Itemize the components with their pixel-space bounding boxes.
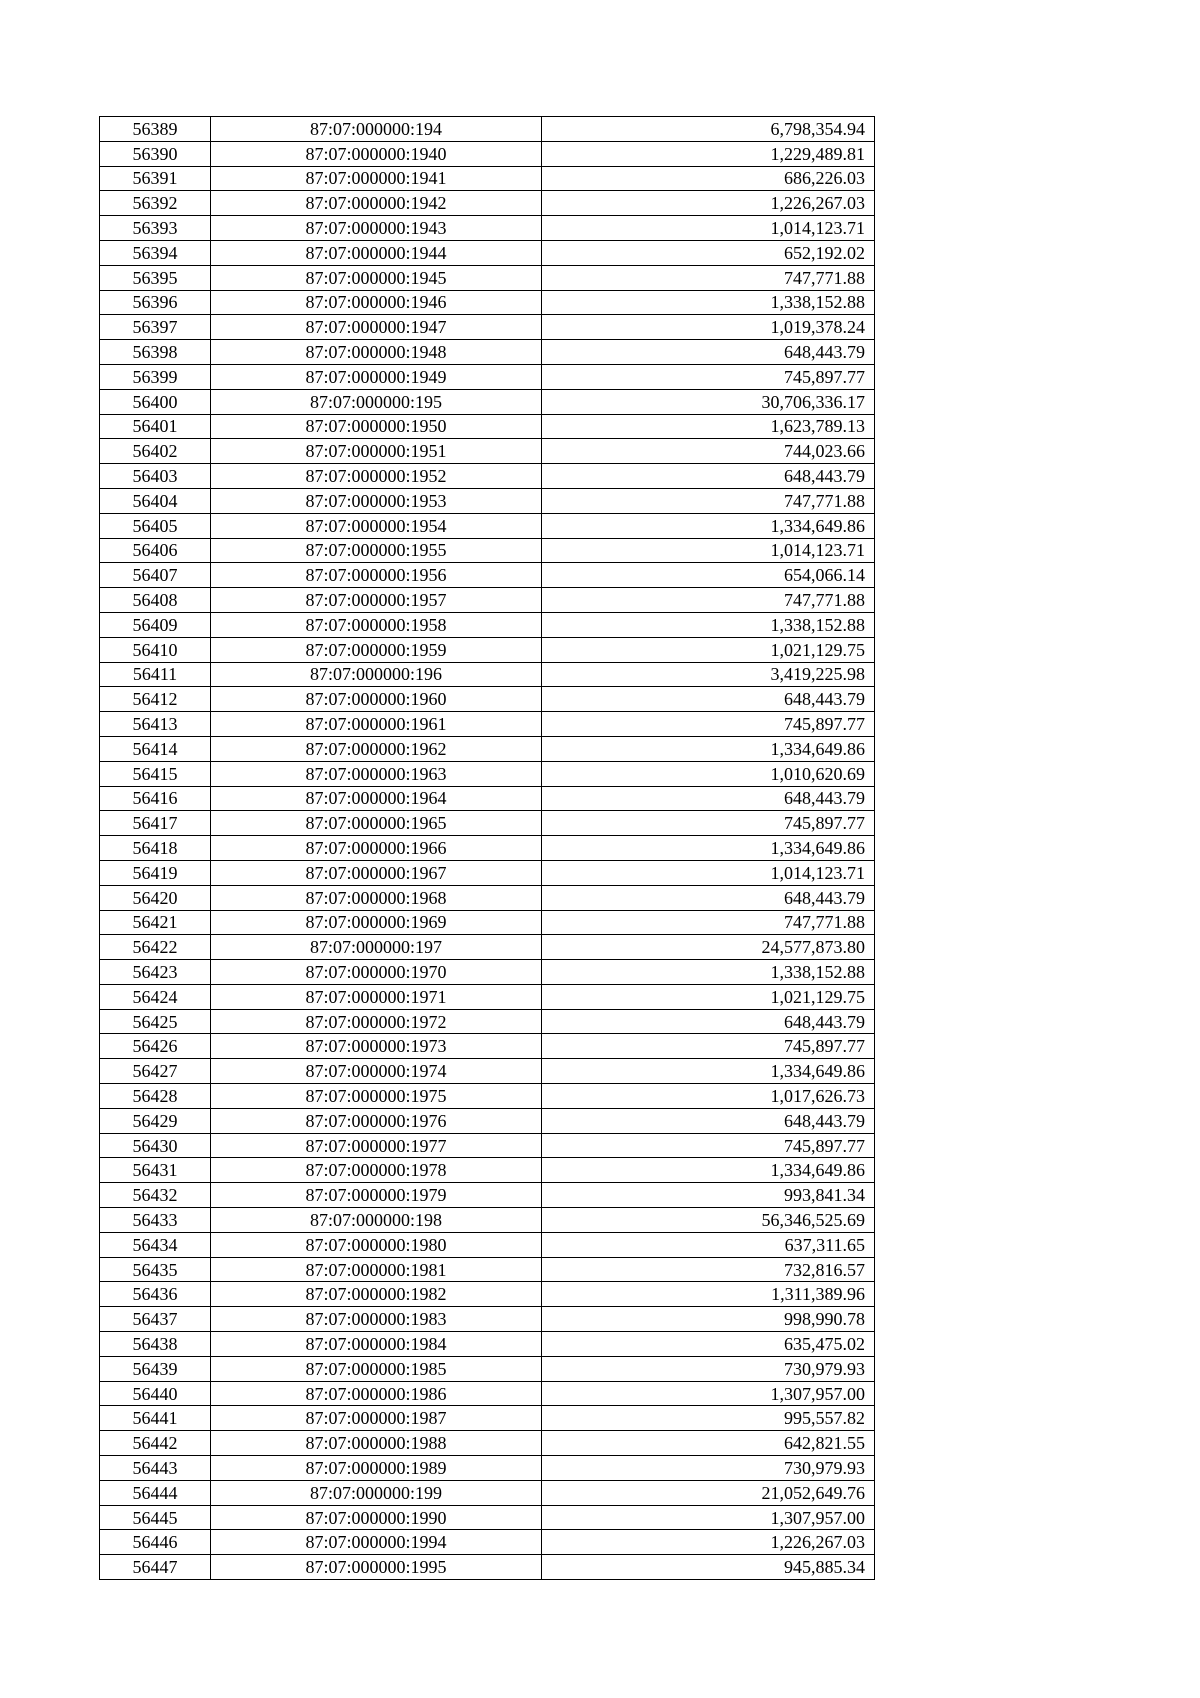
cadastral-number-cell: 87:07:000000:1960 bbox=[211, 687, 542, 712]
table-row bbox=[100, 860, 875, 885]
amount-cell: 730,979.93 bbox=[542, 1456, 875, 1481]
amount-cell: 730,979.93 bbox=[542, 1356, 875, 1381]
row-number-cell: 56434 bbox=[100, 1232, 211, 1257]
table-row bbox=[100, 960, 875, 985]
amount-cell: 1,338,152.88 bbox=[542, 960, 875, 985]
row-number-cell: 56418 bbox=[100, 836, 211, 861]
row-number-cell: 56397 bbox=[100, 315, 211, 340]
row-number-cell: 56446 bbox=[100, 1530, 211, 1555]
table-row bbox=[100, 662, 875, 687]
amount-cell: 1,014,123.71 bbox=[542, 538, 875, 563]
cadastral-number-cell: 87:07:000000:1948 bbox=[211, 340, 542, 365]
cadastral-number-cell: 87:07:000000:1983 bbox=[211, 1307, 542, 1332]
row-number-cell: 56445 bbox=[100, 1505, 211, 1530]
amount-cell: 747,771.88 bbox=[542, 910, 875, 935]
row-number-cell: 56426 bbox=[100, 1034, 211, 1059]
row-number-cell: 56439 bbox=[100, 1356, 211, 1381]
amount-cell: 998,990.78 bbox=[542, 1307, 875, 1332]
cadastral-number-cell: 87:07:000000:1989 bbox=[211, 1456, 542, 1481]
table-row bbox=[100, 538, 875, 563]
amount-cell: 745,897.77 bbox=[542, 811, 875, 836]
row-number-cell: 56421 bbox=[100, 910, 211, 935]
row-number-cell: 56425 bbox=[100, 1009, 211, 1034]
amount-cell: 995,557.82 bbox=[542, 1406, 875, 1431]
table-row bbox=[100, 1555, 875, 1580]
row-number-cell: 56394 bbox=[100, 240, 211, 265]
cadastral-number-cell: 87:07:000000:1980 bbox=[211, 1232, 542, 1257]
amount-cell: 1,334,649.86 bbox=[542, 836, 875, 861]
table-row bbox=[100, 290, 875, 315]
table-row bbox=[100, 1257, 875, 1282]
row-number-cell: 56430 bbox=[100, 1133, 211, 1158]
amount-cell: 744,023.66 bbox=[542, 439, 875, 464]
amount-cell: 1,014,123.71 bbox=[542, 860, 875, 885]
amount-cell: 745,897.77 bbox=[542, 364, 875, 389]
table-row bbox=[100, 1232, 875, 1257]
table-row bbox=[100, 166, 875, 191]
table-row bbox=[100, 836, 875, 861]
amount-cell: 745,897.77 bbox=[542, 1034, 875, 1059]
table-row bbox=[100, 885, 875, 910]
row-number-cell: 56392 bbox=[100, 191, 211, 216]
cadastral-number-cell: 87:07:000000:1970 bbox=[211, 960, 542, 985]
table-row bbox=[100, 1034, 875, 1059]
cadastral-number-cell: 87:07:000000:1961 bbox=[211, 712, 542, 737]
row-number-cell: 56402 bbox=[100, 439, 211, 464]
cadastral-number-cell: 87:07:000000:199 bbox=[211, 1480, 542, 1505]
cadastral-number-cell: 87:07:000000:1988 bbox=[211, 1431, 542, 1456]
amount-cell: 1,338,152.88 bbox=[542, 612, 875, 637]
table-row bbox=[100, 637, 875, 662]
cadastral-number-cell: 87:07:000000:1975 bbox=[211, 1084, 542, 1109]
amount-cell: 1,021,129.75 bbox=[542, 637, 875, 662]
cadastral-number-cell: 87:07:000000:1990 bbox=[211, 1505, 542, 1530]
cadastral-number-cell: 87:07:000000:1945 bbox=[211, 265, 542, 290]
amount-cell: 648,443.79 bbox=[542, 786, 875, 811]
table-row bbox=[100, 563, 875, 588]
table-row bbox=[100, 761, 875, 786]
table-row bbox=[100, 1332, 875, 1357]
table-row bbox=[100, 1480, 875, 1505]
amount-cell: 30,706,336.17 bbox=[542, 389, 875, 414]
table-row bbox=[100, 935, 875, 960]
row-number-cell: 56391 bbox=[100, 166, 211, 191]
amount-cell: 1,010,620.69 bbox=[542, 761, 875, 786]
amount-cell: 747,771.88 bbox=[542, 265, 875, 290]
table-row bbox=[100, 414, 875, 439]
cadastral-number-cell: 87:07:000000:1964 bbox=[211, 786, 542, 811]
amount-cell: 993,841.34 bbox=[542, 1183, 875, 1208]
cadastral-number-cell: 87:07:000000:1941 bbox=[211, 166, 542, 191]
table-row bbox=[100, 1307, 875, 1332]
amount-cell: 1,334,649.86 bbox=[542, 513, 875, 538]
cadastral-number-cell: 87:07:000000:1977 bbox=[211, 1133, 542, 1158]
row-number-cell: 56409 bbox=[100, 612, 211, 637]
cadastral-number-cell: 87:07:000000:1979 bbox=[211, 1183, 542, 1208]
amount-cell: 1,334,649.86 bbox=[542, 1059, 875, 1084]
row-number-cell: 56433 bbox=[100, 1208, 211, 1233]
row-number-cell: 56412 bbox=[100, 687, 211, 712]
amount-cell: 1,229,489.81 bbox=[542, 141, 875, 166]
row-number-cell: 56419 bbox=[100, 860, 211, 885]
table-row bbox=[100, 240, 875, 265]
row-number-cell: 56432 bbox=[100, 1183, 211, 1208]
amount-cell: 1,019,378.24 bbox=[542, 315, 875, 340]
table-row bbox=[100, 1208, 875, 1233]
table-row bbox=[100, 1183, 875, 1208]
cadastral-number-cell: 87:07:000000:1957 bbox=[211, 588, 542, 613]
row-number-cell: 56400 bbox=[100, 389, 211, 414]
table-row bbox=[100, 687, 875, 712]
row-number-cell: 56415 bbox=[100, 761, 211, 786]
cadastral-number-cell: 87:07:000000:1967 bbox=[211, 860, 542, 885]
row-number-cell: 56424 bbox=[100, 984, 211, 1009]
table-row bbox=[100, 1406, 875, 1431]
amount-cell: 945,885.34 bbox=[542, 1555, 875, 1580]
row-number-cell: 56404 bbox=[100, 488, 211, 513]
table-row bbox=[100, 1084, 875, 1109]
amount-cell: 3,419,225.98 bbox=[542, 662, 875, 687]
row-number-cell: 56389 bbox=[100, 117, 211, 142]
amount-cell: 648,443.79 bbox=[542, 687, 875, 712]
row-number-cell: 56406 bbox=[100, 538, 211, 563]
table-row bbox=[100, 736, 875, 761]
table-row bbox=[100, 712, 875, 737]
amount-cell: 648,443.79 bbox=[542, 464, 875, 489]
cadastral-number-cell: 87:07:000000:1943 bbox=[211, 216, 542, 241]
row-number-cell: 56413 bbox=[100, 712, 211, 737]
table-row bbox=[100, 910, 875, 935]
cadastral-number-cell: 87:07:000000:197 bbox=[211, 935, 542, 960]
cadastral-number-cell: 87:07:000000:1946 bbox=[211, 290, 542, 315]
table-row bbox=[100, 1530, 875, 1555]
row-number-cell: 56420 bbox=[100, 885, 211, 910]
row-number-cell: 56441 bbox=[100, 1406, 211, 1431]
data-table bbox=[99, 116, 875, 1580]
cadastral-number-cell: 87:07:000000:1985 bbox=[211, 1356, 542, 1381]
amount-cell: 1,623,789.13 bbox=[542, 414, 875, 439]
row-number-cell: 56408 bbox=[100, 588, 211, 613]
row-number-cell: 56393 bbox=[100, 216, 211, 241]
row-number-cell: 56444 bbox=[100, 1480, 211, 1505]
cadastral-number-cell: 87:07:000000:1958 bbox=[211, 612, 542, 637]
amount-cell: 747,771.88 bbox=[542, 588, 875, 613]
cadastral-number-cell: 87:07:000000:195 bbox=[211, 389, 542, 414]
amount-cell: 732,816.57 bbox=[542, 1257, 875, 1282]
table-row bbox=[100, 141, 875, 166]
row-number-cell: 56396 bbox=[100, 290, 211, 315]
amount-cell: 1,017,626.73 bbox=[542, 1084, 875, 1109]
row-number-cell: 56401 bbox=[100, 414, 211, 439]
cadastral-number-cell: 87:07:000000:1986 bbox=[211, 1381, 542, 1406]
amount-cell: 642,821.55 bbox=[542, 1431, 875, 1456]
row-number-cell: 56410 bbox=[100, 637, 211, 662]
row-number-cell: 56405 bbox=[100, 513, 211, 538]
table-row bbox=[100, 265, 875, 290]
row-number-cell: 56438 bbox=[100, 1332, 211, 1357]
cadastral-number-cell: 87:07:000000:1971 bbox=[211, 984, 542, 1009]
table-row bbox=[100, 315, 875, 340]
cadastral-number-cell: 87:07:000000:1953 bbox=[211, 488, 542, 513]
table-row bbox=[100, 1456, 875, 1481]
cadastral-number-cell: 87:07:000000:1956 bbox=[211, 563, 542, 588]
row-number-cell: 56407 bbox=[100, 563, 211, 588]
amount-cell: 1,307,957.00 bbox=[542, 1505, 875, 1530]
table-row bbox=[100, 811, 875, 836]
cadastral-number-cell: 87:07:000000:1969 bbox=[211, 910, 542, 935]
row-number-cell: 56417 bbox=[100, 811, 211, 836]
amount-cell: 1,334,649.86 bbox=[542, 736, 875, 761]
row-number-cell: 56398 bbox=[100, 340, 211, 365]
amount-cell: 24,577,873.80 bbox=[542, 935, 875, 960]
cadastral-number-cell: 87:07:000000:1947 bbox=[211, 315, 542, 340]
amount-cell: 1,338,152.88 bbox=[542, 290, 875, 315]
table-row bbox=[100, 488, 875, 513]
cadastral-number-cell: 87:07:000000:198 bbox=[211, 1208, 542, 1233]
table-row bbox=[100, 1431, 875, 1456]
row-number-cell: 56411 bbox=[100, 662, 211, 687]
table-row bbox=[100, 612, 875, 637]
cadastral-number-cell: 87:07:000000:196 bbox=[211, 662, 542, 687]
table-row bbox=[100, 464, 875, 489]
cadastral-number-cell: 87:07:000000:1954 bbox=[211, 513, 542, 538]
table-row bbox=[100, 1133, 875, 1158]
cadastral-number-cell: 87:07:000000:1942 bbox=[211, 191, 542, 216]
table-row bbox=[100, 786, 875, 811]
cadastral-number-cell: 87:07:000000:194 bbox=[211, 117, 542, 142]
table-row bbox=[100, 216, 875, 241]
cadastral-number-cell: 87:07:000000:1950 bbox=[211, 414, 542, 439]
cadastral-number-cell: 87:07:000000:1951 bbox=[211, 439, 542, 464]
amount-cell: 1,014,123.71 bbox=[542, 216, 875, 241]
amount-cell: 6,798,354.94 bbox=[542, 117, 875, 142]
cadastral-number-cell: 87:07:000000:1966 bbox=[211, 836, 542, 861]
table-row bbox=[100, 1505, 875, 1530]
amount-cell: 654,066.14 bbox=[542, 563, 875, 588]
row-number-cell: 56423 bbox=[100, 960, 211, 985]
cadastral-number-cell: 87:07:000000:1973 bbox=[211, 1034, 542, 1059]
amount-cell: 56,346,525.69 bbox=[542, 1208, 875, 1233]
table-row bbox=[100, 117, 875, 142]
row-number-cell: 56437 bbox=[100, 1307, 211, 1332]
cadastral-number-cell: 87:07:000000:1974 bbox=[211, 1059, 542, 1084]
amount-cell: 1,334,649.86 bbox=[542, 1158, 875, 1183]
table-row bbox=[100, 1059, 875, 1084]
amount-cell: 745,897.77 bbox=[542, 1133, 875, 1158]
amount-cell: 648,443.79 bbox=[542, 885, 875, 910]
row-number-cell: 56427 bbox=[100, 1059, 211, 1084]
cadastral-number-cell: 87:07:000000:1940 bbox=[211, 141, 542, 166]
table-row bbox=[100, 389, 875, 414]
table-row bbox=[100, 1381, 875, 1406]
row-number-cell: 56431 bbox=[100, 1158, 211, 1183]
row-number-cell: 56440 bbox=[100, 1381, 211, 1406]
cadastral-number-cell: 87:07:000000:1968 bbox=[211, 885, 542, 910]
row-number-cell: 56416 bbox=[100, 786, 211, 811]
table-row bbox=[100, 588, 875, 613]
row-number-cell: 56428 bbox=[100, 1084, 211, 1109]
table-row bbox=[100, 340, 875, 365]
table-row bbox=[100, 1108, 875, 1133]
cadastral-number-cell: 87:07:000000:1982 bbox=[211, 1282, 542, 1307]
amount-cell: 648,443.79 bbox=[542, 1009, 875, 1034]
amount-cell: 652,192.02 bbox=[542, 240, 875, 265]
table-row bbox=[100, 1009, 875, 1034]
row-number-cell: 56390 bbox=[100, 141, 211, 166]
cadastral-number-cell: 87:07:000000:1984 bbox=[211, 1332, 542, 1357]
amount-cell: 745,897.77 bbox=[542, 712, 875, 737]
cadastral-number-cell: 87:07:000000:1963 bbox=[211, 761, 542, 786]
row-number-cell: 56399 bbox=[100, 364, 211, 389]
cadastral-number-cell: 87:07:000000:1955 bbox=[211, 538, 542, 563]
row-number-cell: 56403 bbox=[100, 464, 211, 489]
amount-cell: 1,307,957.00 bbox=[542, 1381, 875, 1406]
table-row bbox=[100, 1158, 875, 1183]
cadastral-number-cell: 87:07:000000:1972 bbox=[211, 1009, 542, 1034]
row-number-cell: 56429 bbox=[100, 1108, 211, 1133]
cadastral-number-cell: 87:07:000000:1976 bbox=[211, 1108, 542, 1133]
row-number-cell: 56422 bbox=[100, 935, 211, 960]
row-number-cell: 56414 bbox=[100, 736, 211, 761]
cadastral-number-cell: 87:07:000000:1987 bbox=[211, 1406, 542, 1431]
cadastral-number-cell: 87:07:000000:1995 bbox=[211, 1555, 542, 1580]
row-number-cell: 56395 bbox=[100, 265, 211, 290]
table-row bbox=[100, 1282, 875, 1307]
row-number-cell: 56447 bbox=[100, 1555, 211, 1580]
amount-cell: 686,226.03 bbox=[542, 166, 875, 191]
cadastral-number-cell: 87:07:000000:1962 bbox=[211, 736, 542, 761]
cadastral-number-cell: 87:07:000000:1944 bbox=[211, 240, 542, 265]
row-number-cell: 56436 bbox=[100, 1282, 211, 1307]
table-row bbox=[100, 439, 875, 464]
amount-cell: 1,226,267.03 bbox=[542, 1530, 875, 1555]
amount-cell: 1,311,389.96 bbox=[542, 1282, 875, 1307]
table-row bbox=[100, 984, 875, 1009]
cadastral-number-cell: 87:07:000000:1959 bbox=[211, 637, 542, 662]
cadastral-number-cell: 87:07:000000:1965 bbox=[211, 811, 542, 836]
cadastral-number-cell: 87:07:000000:1981 bbox=[211, 1257, 542, 1282]
table-row bbox=[100, 1356, 875, 1381]
amount-cell: 747,771.88 bbox=[542, 488, 875, 513]
table-body bbox=[100, 117, 875, 1580]
table-row bbox=[100, 364, 875, 389]
row-number-cell: 56443 bbox=[100, 1456, 211, 1481]
table-row bbox=[100, 513, 875, 538]
amount-cell: 635,475.02 bbox=[542, 1332, 875, 1357]
cadastral-number-cell: 87:07:000000:1952 bbox=[211, 464, 542, 489]
amount-cell: 637,311.65 bbox=[542, 1232, 875, 1257]
cadastral-number-cell: 87:07:000000:1978 bbox=[211, 1158, 542, 1183]
amount-cell: 21,052,649.76 bbox=[542, 1480, 875, 1505]
amount-cell: 1,226,267.03 bbox=[542, 191, 875, 216]
amount-cell: 648,443.79 bbox=[542, 340, 875, 365]
amount-cell: 648,443.79 bbox=[542, 1108, 875, 1133]
row-number-cell: 56435 bbox=[100, 1257, 211, 1282]
cadastral-number-cell: 87:07:000000:1949 bbox=[211, 364, 542, 389]
cadastral-number-cell: 87:07:000000:1994 bbox=[211, 1530, 542, 1555]
table-row bbox=[100, 191, 875, 216]
amount-cell: 1,021,129.75 bbox=[542, 984, 875, 1009]
row-number-cell: 56442 bbox=[100, 1431, 211, 1456]
